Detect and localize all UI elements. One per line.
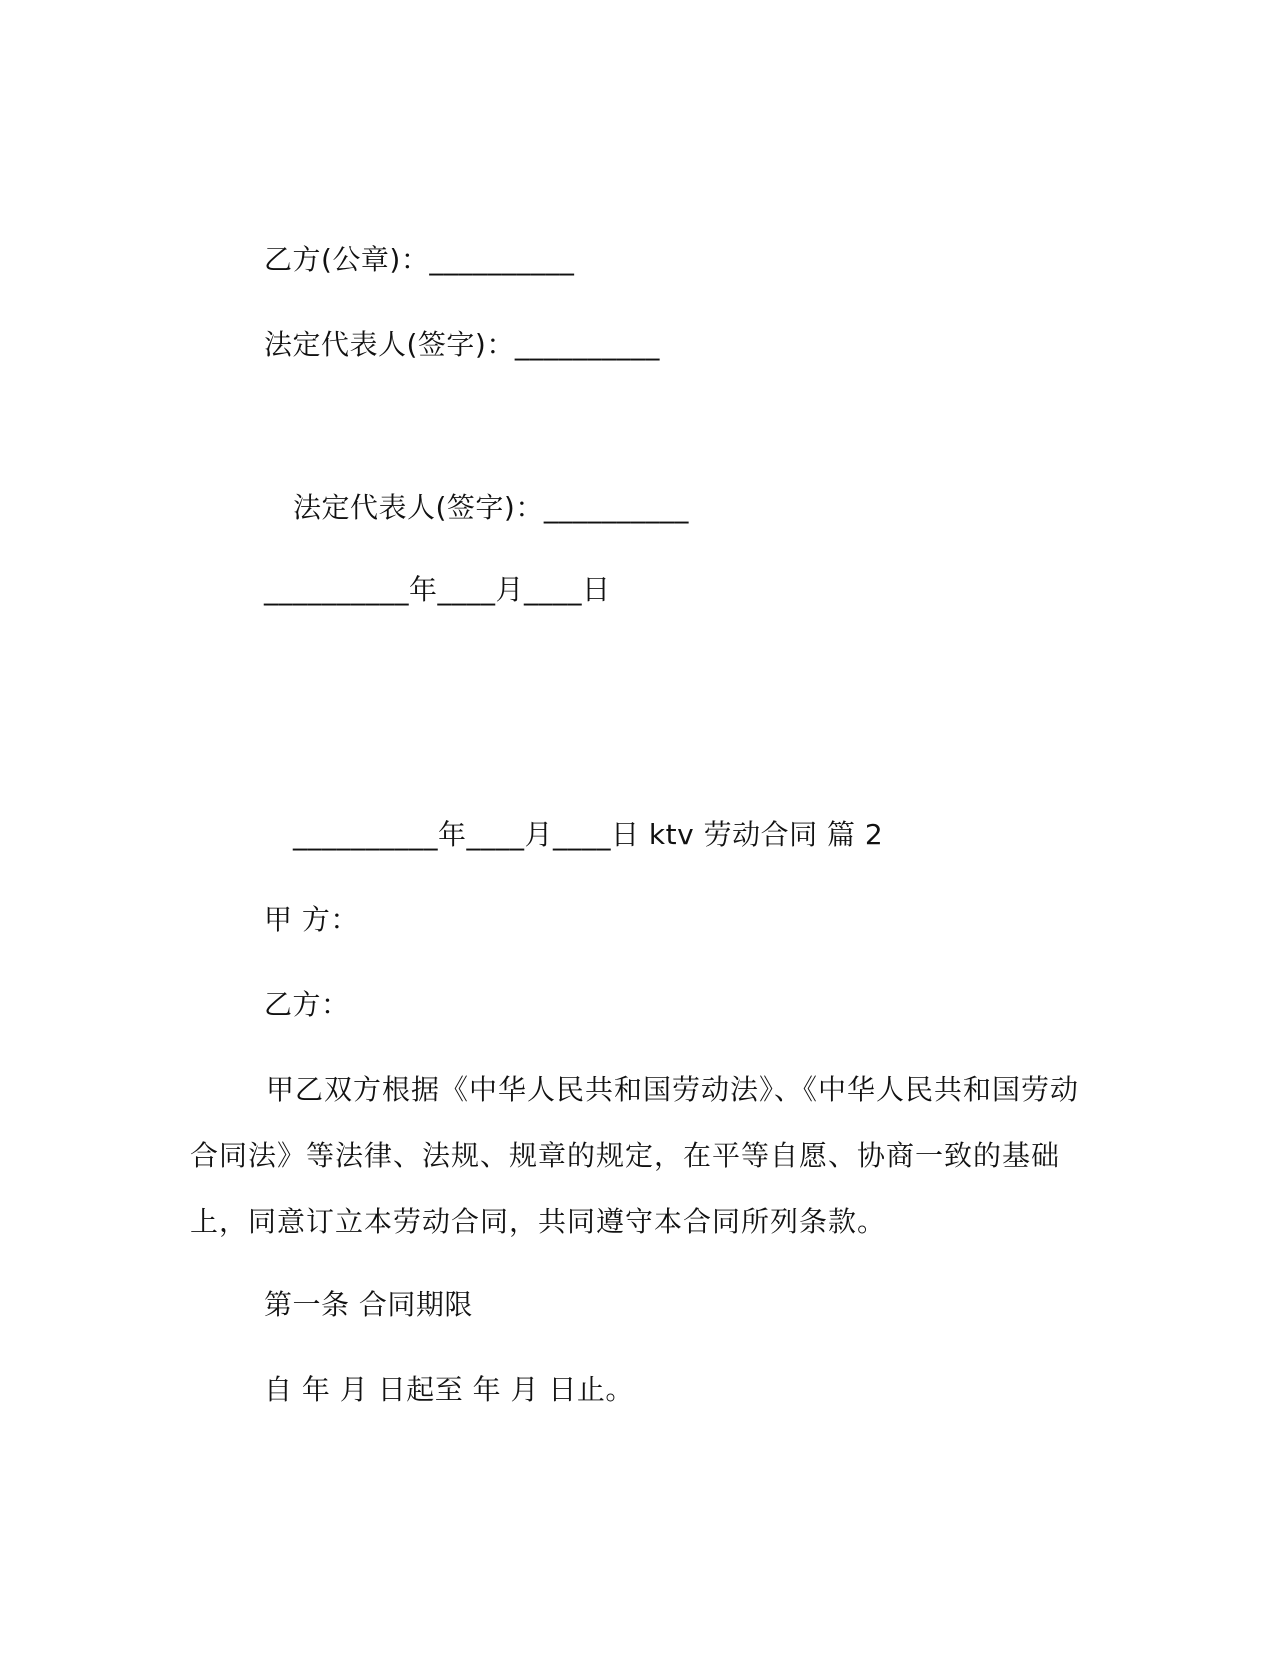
party-b-label: 乙方：: [264, 988, 350, 1021]
legal-representative-signature-line: 法定代表人(签字)：__________: [264, 328, 660, 361]
date-and-contract-title: __________年____月____日 ktv 劳动合同 篇 2: [293, 818, 884, 851]
preamble-paragraph: 甲乙双方根据《中华人民共和国劳动法》、《中华人民共和国劳动合同法》等法律、法规、规章的规定，在平等自愿、协商一致的基础上，同意订立本劳动合同，共同遵守本合同所列条款。: [190, 1073, 1080, 1238]
article-1-title: 第一条 合同期限: [264, 1288, 473, 1321]
legal-representative-signature-line-2: 法定代表人(签字)：__________: [293, 491, 689, 524]
article-1-body: 自 年 月 日起至 年 月 日止。: [264, 1373, 634, 1406]
party-a-label: 甲 方：: [264, 903, 359, 936]
date-line: __________年____月____日: [264, 573, 611, 606]
party-b-seal-line: 乙方(公章)：__________: [264, 243, 575, 276]
